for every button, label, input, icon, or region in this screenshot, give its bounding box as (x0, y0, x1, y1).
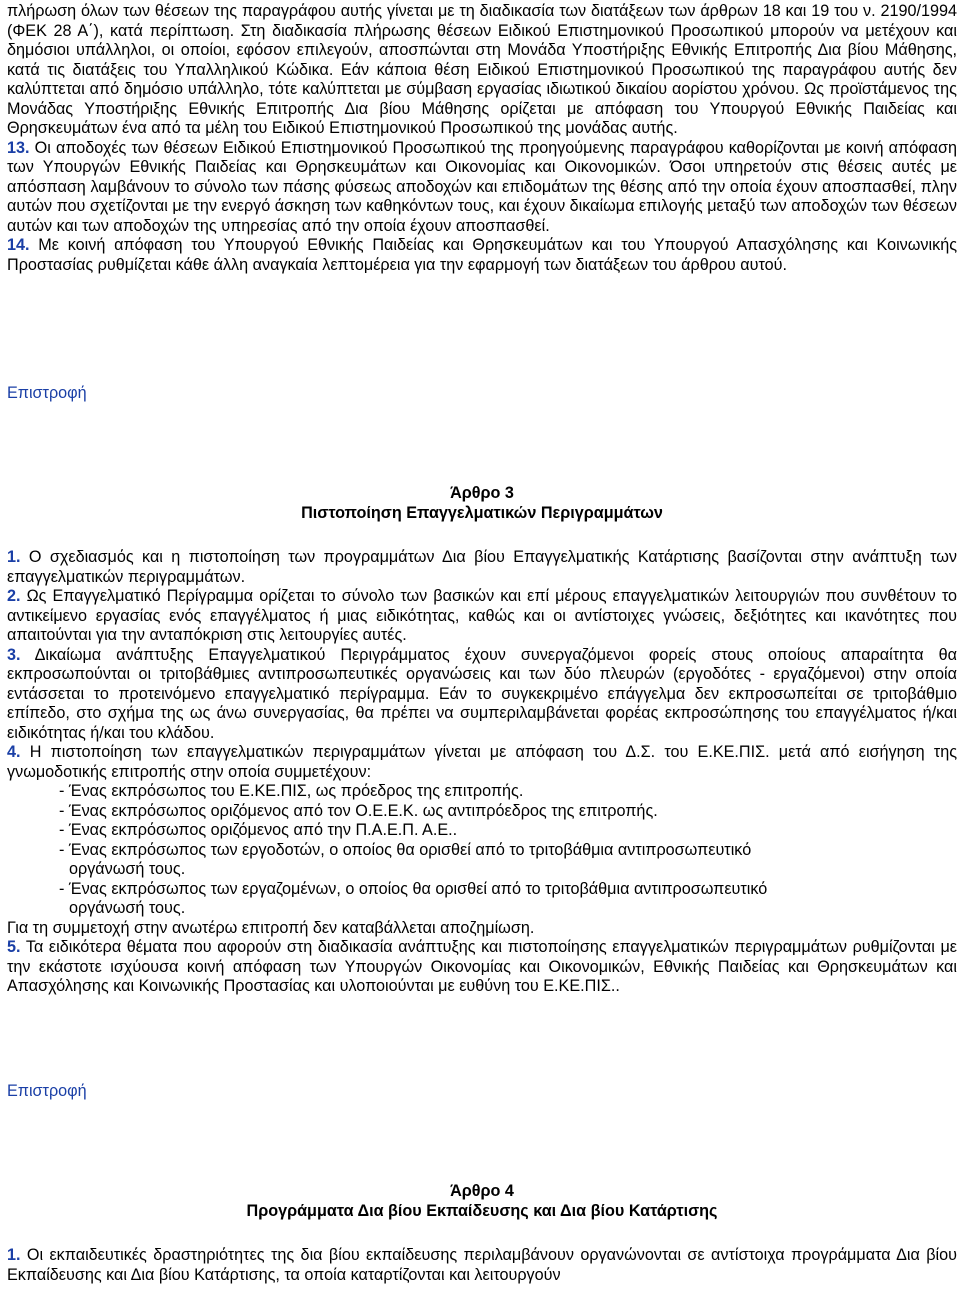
paragraph-number: 14. (7, 236, 30, 254)
list-item-continuation: οργάνωσή τους. (69, 899, 186, 917)
paragraph-5: 5. Τα ειδικότερα θέματα που αφορούν στη διαδικασία ανάπτυξης και πιστοποίησης επαγγελματικών περιγραμμάτων ρυθμίζονται με την εκάστοτε ισχύουσα κοινή απόφαση των Υπουργών Οικονομίας και Οικονομικών, Εθνικής Παιδείας και Θρησκευμάτων και Απασχόλησης και Κοινωνικής Προστασίας και υλοποιούνται με ευθύνη του Ε.ΚΕ.ΠΙΣ.. (7, 938, 957, 995)
paragraph-2: 2. Ως Επαγγελματικό Περίγραμμα ορίζεται το σύνολο των βασικών και επί μέρους επαγγελματικών λειτουργιών που συνθέτουν το αντικείμενο εργασίας ενός επαγγέλματος ή μιας ειδικότητας, καθώς και οι αντίστοιχες γνώσεις, δεξιότητες και ικανότητες που απαιτούνται για την ανταπόκριση στις λειτουργίες αυτές. (7, 587, 957, 644)
paragraph-14: 14. Με κοινή απόφαση του Υπουργού Εθνικής Παιδείας και Θρησκευμάτων και του Υπουργού Απασχόλησης και Κοινωνικής Προστασίας ρυθμίζεται κάθε άλλη αναγκαία λεπτομέρεια για την εφαρμογή των διατάξεων του άρθρου αυτού. (7, 236, 957, 274)
paragraph-1: 1. Οι εκπαιδευτικές δραστηριότητες της δια βίου εκπαίδευσης περιλαμβάνουν οργανώνονται σε αντίστοιχα προγράμματα Δια βίου Εκπαίδευσης και Δια βίου Κατάρτισης, τα οποία καταρτίζονται και λειτουργούν (7, 1246, 957, 1284)
list-item: - Ένας εκπρόσωπος των εργοδοτών, ο οποίος θα ορισθεί από το τριτοβάθμια αντιπροσωπευτικό (59, 840, 752, 859)
paragraph-4-end: Για τη συμμετοχή στην ανωτέρω επιτροπή δεν καταβάλλεται αποζημίωση. (7, 918, 535, 937)
paragraph-1: 1. Ο σχεδιασμός και η πιστοποίηση των προγραμμάτων Δια βίου Επαγγελματικής Κατάρτισης βασίζονται στην ανάπτυξη των επαγγελματικών περιγραμμάτων. (7, 548, 957, 586)
back-link[interactable]: Επιστροφή (7, 384, 87, 402)
article-3-body (7, 548, 957, 997)
back-link[interactable]: Επιστροφή (7, 1082, 87, 1100)
list-item: - Ένας εκπρόσωπος οριζόμενος από τον Ο.Ε.Ε.Κ. ως αντιπρόεδρος της επιτροπής. (59, 801, 658, 820)
paragraph-3: 3. Δικαίωμα ανάπτυξης Επαγγελματικού Περιγράμματος έχουν συνεργαζόμενοι φορείς στους οποίους απαραίτητα θα εκπροσωπούνται οι τριτοβάθμιες αντιπροσωπευτικές οργανώσεις και των δύο πλευρών (εργοδότες - εργαζόμενοι) στην οποία εντάσσεται το προτεινόμενο επαγγελματικό περίγραμμα. Εάν το συγκεκριμένο επάγγελμα δεν εκπροσωπείται σε τριτοβάθμιο επίπεδο, στο σχήμα της ως άνω συνεργασίας, θα πρέπει να συμπεριλαμβάνεται φορέας εκπροσώπησης του επαγγέλματος ή/και ειδικότητας ή/και του κλάδου. (7, 645, 957, 742)
paragraph-number: 2. (7, 587, 21, 605)
article-3-header (7, 484, 957, 523)
list-item-continuation: οργάνωσή τους. (69, 860, 186, 878)
paragraph-number: 1. (7, 1246, 21, 1264)
paragraph-number: 3. (7, 645, 21, 664)
article-subheading: Πιστοποίηση Επαγγελματικών Περιγραμμάτων (301, 503, 663, 522)
article-4-body (7, 1246, 957, 1285)
list-item: - Ένας εκπρόσωπος του Ε.ΚΕ.ΠΙΣ, ως πρόεδρος της επιτροπής. (59, 782, 524, 800)
paragraph-12-continuation: πλήρωση όλων των θέσεων της παραγράφου αυτής γίνεται με τη διαδικασία των διατάξεων των άρθρων 18 και 19 του ν. 2190/1994 (ΦΕΚ 28 Α΄), κατά περίπτωση. Στη διαδικασία πλήρωσης θέσεων Ειδικού Επιστημονικού Προσωπικού μπορούν να μετέχουν και δημόσιοι υπάλληλοι, οι οποίοι, εφόσον επιλεγούν, αποσπώνται στη Μονάδα Υποστήριξης Εθνικής Επιτροπής Δια βίου Μάθησης, κατά τις διατάξεις του Υπαλληλικού Κώδικα. Εάν κάποια θέση Ειδικού Επιστημονικού Προσωπικού της παραγράφου αυτής δεν καλύπτεται από δημόσιο υπάλληλο, τότε καλύπτεται με σύμβαση εργασίας ιδιωτικού δικαίου αορίστου χρόνου. Ως προϊστάμενος της Μονάδας Υποστήριξης Εθνικής Επιτροπής Δια βίου Μάθησης ορίζεται με απόφαση του Υπουργού Εθνικής Παιδείας και Θρησκευμάτων ένα από τα μέλη του Ειδικού Επιστημονικού Προσωπικού της μονάδας αυτής. (7, 2, 957, 137)
paragraph-number: 4. (7, 743, 21, 761)
paragraph-number: 1. (7, 548, 21, 566)
section-top (7, 2, 957, 275)
paragraph-number: 5. (7, 938, 21, 956)
paragraph-13: 13. Οι αποδοχές των θέσεων Ειδικού Επιστημονικού Προσωπικού της προηγούμενης παραγράφου καθορίζονται με κοινή απόφαση των Υπουργών Εθνικής Παιδείας και Θρησκευμάτων και Οικονομίας και Οικονομικών. Όσοι υπηρετούν στις θέσεις αυτές με απόσπαση λαμβάνουν το σύνολο των πάσης φύσεως αποδοχών και επιδομάτων της θέσης από την οποία έχουν αποσπασθεί, πλην αυτών που σχετίζονται με την ενεργό άσκηση των καθηκόντων τους, και έχουν δικαίωμα επιλογής μεταξύ των αποδοχών των θέσεων αυτών και των αποδοχών της υπηρεσίας από την οποία έχουν αποσπασθεί. (7, 138, 957, 235)
article-heading: Άρθρο 4 (450, 1182, 514, 1200)
article-4-header (7, 1182, 957, 1221)
article-heading: Άρθρο 3 (450, 484, 514, 502)
list-item: - Ένας εκπρόσωπος οριζόμενος από την Π.Α.Ε.Π. Α.Ε.. (59, 821, 458, 839)
list-item: - Ένας εκπρόσωπος των εργαζομένων, ο οποίος θα ορισθεί από το τριτοβάθμια αντιπροσωπευτικό (59, 879, 768, 898)
paragraph-number: 13. (7, 138, 30, 157)
article-subheading: Προγράμματα Δια βίου Εκπαίδευσης και Δια βίου Κατάρτισης (246, 1201, 718, 1220)
paragraph-4: 4. Η πιστοποίηση των επαγγελματικών περιγραμμάτων γίνεται με απόφαση του Δ.Σ. του Ε.ΚΕ.ΠΙΣ. μετά από εισήγηση της γνωμοδοτικής επιτροπής στην οποία συμμετέχουν: (7, 743, 957, 781)
